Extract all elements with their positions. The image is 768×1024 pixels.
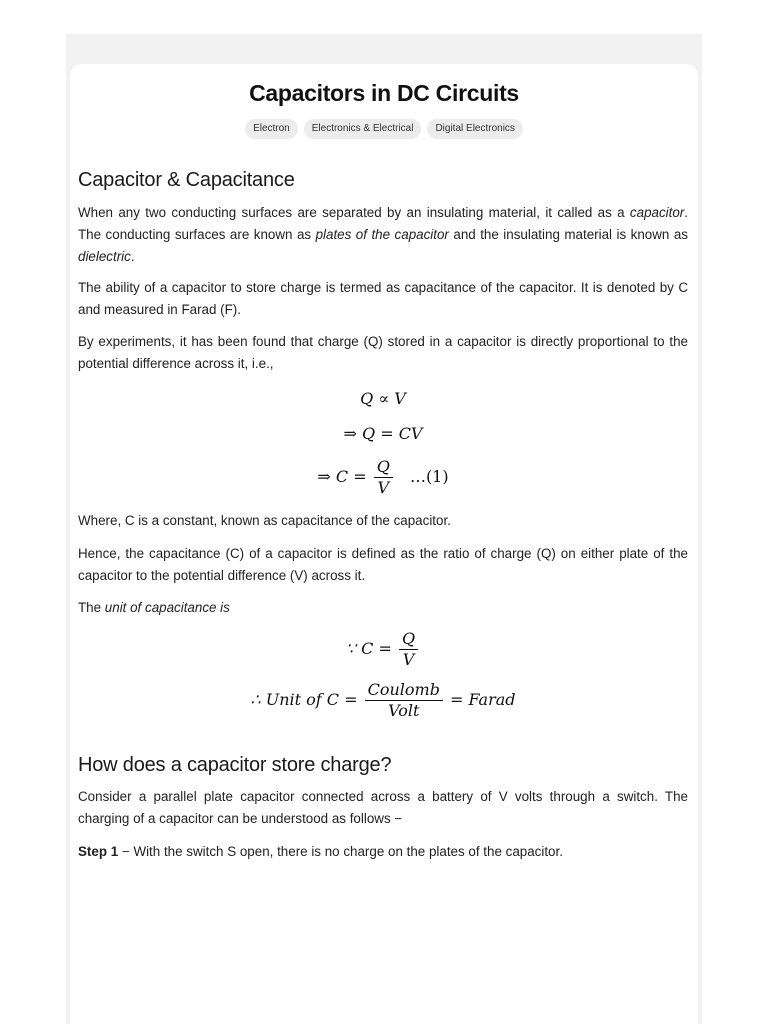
equation-q-cv: ⇒ Q = CV bbox=[343, 424, 423, 443]
page-title: Capacitors in DC Circuits bbox=[249, 80, 519, 106]
paragraph-step-1: Step 1 − With the switch S open, there is no charge on the plates of the capacitor. bbox=[78, 844, 563, 859]
equation-proportional: Q ∝ V bbox=[360, 389, 406, 408]
paragraph-experiments: By experiments, it has been found that charge (Q) stored in a capacitor is directly proportional to the potential difference across it, i.e., bbox=[78, 334, 688, 371]
paragraph-constant: Where, C is a constant, known as capacitance of the capacitor. bbox=[78, 513, 451, 528]
paragraph-ratio: Hence, the capacitance (C) of a capacitor is defined as the ratio of charge (Q) on either plate of the capacitor to the potential difference (V) across it. bbox=[78, 546, 688, 583]
equation-c-q-v: ⇒ C = $\frac{Q}{V}$ …(1) bbox=[317, 457, 449, 497]
tag-digital-electronics[interactable]: Digital Electronics bbox=[427, 119, 522, 139]
paragraph-unit: The unit of capacitance is bbox=[78, 600, 230, 615]
tag-electronics-electrical[interactable]: Electronics & Electrical bbox=[304, 119, 422, 139]
tag-list bbox=[0, 119, 768, 139]
equation-unit-farad: ∴ Unit of C = $\frac{\text{Coulomb}}{\text{Volt}}$ = Farad bbox=[250, 680, 516, 720]
tag-electron[interactable]: Electron bbox=[245, 119, 298, 139]
section-heading-store-charge: How does a capacitor store charge? bbox=[78, 754, 392, 776]
paragraph-definition: When any two conducting surfaces are separated by an insulating material, it called as a capacitor. The conducting surfaces are known as plates of the capacitor and the insulating material is known as dielectric. bbox=[78, 205, 688, 264]
section-heading-capacitance: Capacitor & Capacitance bbox=[78, 169, 295, 191]
paragraph-capacitance: The ability of a capacitor to store charge is termed as capacitance of the capacitor. It is denoted by C and measured in Farad (F). bbox=[78, 280, 688, 317]
paragraph-parallel-plate: Consider a parallel plate capacitor connected across a battery of V volts through a switch. The charging of a capacitor can be understood as follows − bbox=[78, 789, 688, 826]
equation-since-c: ∵ C = $\frac{Q}{V}$ bbox=[78, 630, 688, 669]
